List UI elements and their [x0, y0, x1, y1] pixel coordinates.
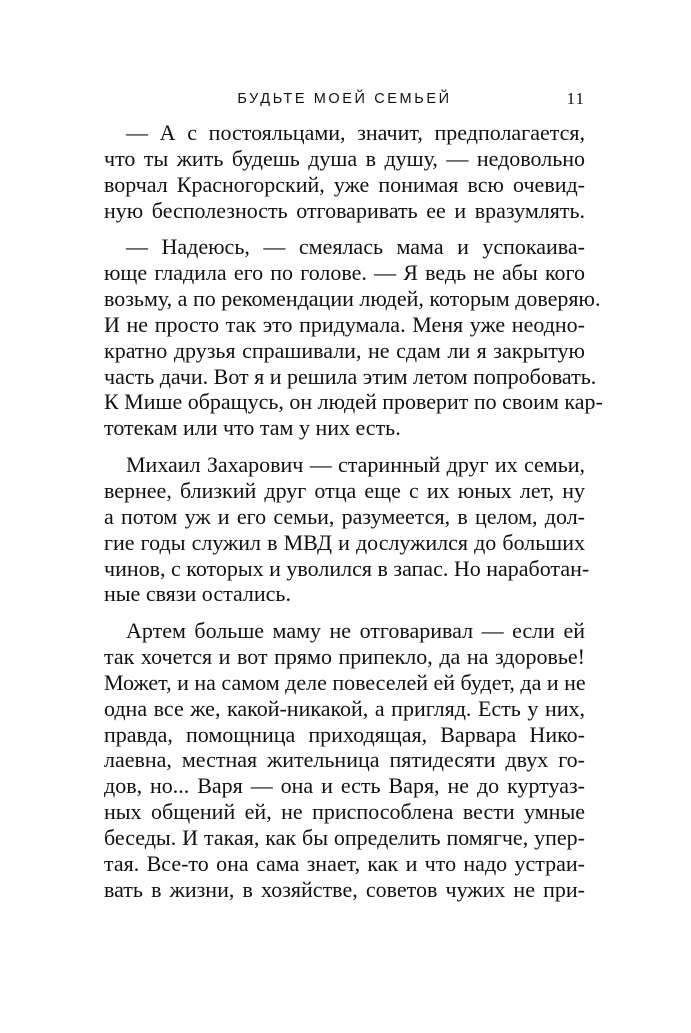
text-line: — А с постояльцами, значит, предполагается,: [126, 120, 585, 145]
text-line: тотекам или что там у них есть.: [104, 415, 401, 441]
text-line: гие годы служил в МВД и дослужился до больших: [104, 529, 585, 555]
text-line: вать в жизни, в хозяйстве, советов чужих не при-: [104, 876, 585, 902]
text-line: так хочется и вот прямо припекло, да на здоровье!: [104, 644, 585, 670]
text-line: вернее, близкий друг отца еще с их юных лет, ну: [104, 477, 585, 503]
body-text: [104, 120, 603, 913]
paragraph: [104, 452, 590, 607]
text-line: кратно друзья спрашивали, не сдам ли я закрытую: [104, 337, 585, 363]
text-line: — Надеюсь, — смеялась мама и успокаива-: [126, 234, 585, 260]
text-line: Михаил Захарович — старинный друг их семьи,: [126, 452, 585, 478]
text-line: ную бесполезность отговаривать ее и вразумлять.: [104, 197, 585, 223]
text-line: чинов, с которых и уволился в запас. Но наработан-: [104, 555, 590, 581]
text-line: возьму, а по рекомендации людей, которым доверяю.: [104, 286, 601, 312]
text-line: правда, помощница приходящая, Варвара Нико-: [104, 721, 585, 747]
paragraph: [104, 618, 585, 902]
page-number: 11: [566, 89, 585, 108]
text-line: беседы. И такая, как бы определить помягче, упер-: [104, 824, 585, 850]
text-line: Артем больше маму не отговаривал — если ей: [126, 618, 585, 644]
text-line: а потом уж и его семьи, разумеется, в целом, дол-: [104, 503, 585, 529]
text-line: одна все же, какой-никакой, а пригляд. Есть у них,: [104, 695, 585, 721]
paragraph: [104, 234, 603, 441]
text-line: лаевна, местная жительница пятидесяти двух го-: [104, 747, 585, 773]
text-line: Может, и на самом деле повеселей ей будет, да и не: [104, 669, 586, 695]
text-line: тая. Все-то она сама знает, как и что надо устраи-: [104, 850, 585, 876]
text-line: ных общений ей, не приспособлена вести умные: [104, 799, 585, 825]
paragraph: [104, 120, 585, 223]
text-line: юще гладила его по голове. — Я ведь не абы кого: [104, 260, 585, 286]
text-line: дов, но... Варя — она и есть Варя, не до куртуаз-: [104, 773, 585, 799]
text-line: ворчал Красногорский, уже понимая всю очевид-: [104, 171, 585, 197]
text-line: ные связи остались.: [104, 581, 291, 607]
text-line: И не просто так это придумала. Меня уже неодно-: [104, 311, 585, 337]
text-line: К Мише обращусь, он людей проверит по своим кар-: [104, 389, 603, 415]
text-line: что ты жить будешь душа в душу, — недовольно: [104, 145, 585, 171]
running-header: [104, 88, 585, 110]
text-line: часть дачи. Вот я и решила этим летом попробовать.: [104, 363, 597, 389]
running-title: БУДЬТЕ МОЕЙ СЕМЬЕЙ: [237, 91, 452, 107]
